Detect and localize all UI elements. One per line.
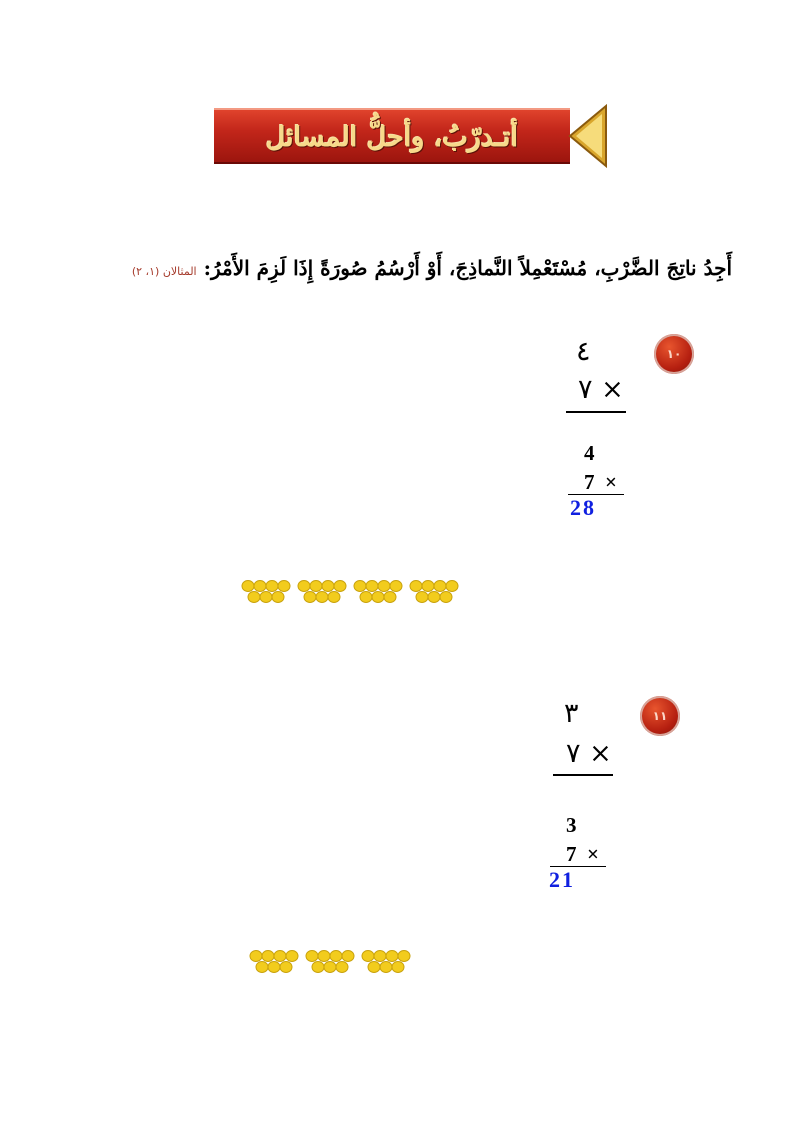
counter-group — [306, 951, 354, 973]
counter-coin — [428, 592, 440, 603]
section-banner — [214, 102, 606, 170]
counter-coin — [324, 962, 336, 973]
counter-group — [250, 951, 298, 973]
counter-coin — [274, 951, 286, 962]
examples-reference: المثالان (١، ٢) — [131, 265, 197, 278]
counter-coin — [322, 581, 334, 592]
instruction-text: أَجِدُ ناتِجَ الضَّرْبِ، مُسْتَعْمِلاً النَّماذِجَ، أَوْ أَرْسُمُ صُورَةً إِذَا لَزِمَ الأَمْرُ: — [203, 256, 732, 280]
counter-coin — [334, 581, 346, 592]
counter-group — [410, 581, 458, 603]
counter-coin — [272, 592, 284, 603]
counter-coin — [378, 581, 390, 592]
counter-coin — [360, 592, 372, 603]
solution-multiplier: 7 × — [584, 470, 617, 494]
counter-group — [298, 581, 346, 603]
counter-coin — [440, 592, 452, 603]
counter-coin — [316, 592, 328, 603]
counter-coin — [390, 581, 402, 592]
counter-coin — [434, 581, 446, 592]
counter-coin — [380, 962, 392, 973]
counter-model — [248, 948, 428, 978]
problem-rule — [553, 774, 613, 776]
solution-answer: 28 — [570, 495, 596, 520]
solution-multiplier: 7 × — [566, 842, 599, 866]
counter-coin — [262, 951, 274, 962]
banner-arrow-icon — [566, 102, 610, 170]
counter-coin — [384, 592, 396, 603]
counter-coin — [392, 962, 404, 973]
counter-coin — [242, 581, 254, 592]
counter-coin — [318, 951, 330, 962]
counter-group — [242, 581, 290, 603]
counter-coin — [372, 592, 384, 603]
solution-answer: 21 — [549, 867, 575, 892]
counter-coin — [386, 951, 398, 962]
counter-coin — [310, 581, 322, 592]
solution-multiplicand: 4 — [584, 441, 595, 465]
counter-model — [240, 578, 470, 608]
problem-multiplier — [578, 374, 624, 405]
counter-coin — [286, 951, 298, 962]
counter-coin — [278, 581, 290, 592]
counter-coin — [362, 951, 374, 962]
counter-coin — [256, 962, 268, 973]
problem-rule — [566, 411, 626, 413]
problem-multiplier-value: × ٧ — [566, 738, 612, 769]
counter-coin — [250, 951, 262, 962]
counter-coin — [280, 962, 292, 973]
counter-group — [362, 951, 410, 973]
counter-coin — [254, 581, 266, 592]
counter-coin — [268, 962, 280, 973]
counter-coin — [260, 592, 272, 603]
instruction-line — [100, 246, 732, 290]
counter-coin — [336, 962, 348, 973]
problem-multiplier-value: × ٧ — [578, 374, 624, 405]
counter-coin — [374, 951, 386, 962]
solution-multiplicand: 3 — [566, 813, 577, 837]
problem-multiplicand: ٣ — [564, 698, 579, 729]
counter-coin — [266, 581, 278, 592]
problem-number-badge: ١٠ — [654, 334, 694, 374]
counter-coin — [398, 951, 410, 962]
problem-multiplier — [566, 738, 612, 769]
banner-title: أتـدرّبُ، وأحلُّ المسائل — [265, 122, 519, 153]
counter-coin — [410, 581, 422, 592]
counter-coin — [304, 592, 316, 603]
counter-coin — [248, 592, 260, 603]
counter-coin — [298, 581, 310, 592]
banner-bar — [214, 108, 570, 164]
counter-coin — [342, 951, 354, 962]
counter-coin — [446, 581, 458, 592]
counter-group — [354, 581, 402, 603]
counter-coin — [312, 962, 324, 973]
counter-coin — [330, 951, 342, 962]
problem-number-badge: ١١ — [640, 696, 680, 736]
counter-coin — [328, 592, 340, 603]
counter-coin — [354, 581, 366, 592]
counter-coin — [422, 581, 434, 592]
counter-coin — [416, 592, 428, 603]
counter-coin — [366, 581, 378, 592]
problem-multiplicand: ٤ — [576, 336, 591, 367]
counter-coin — [306, 951, 318, 962]
counter-coin — [368, 962, 380, 973]
